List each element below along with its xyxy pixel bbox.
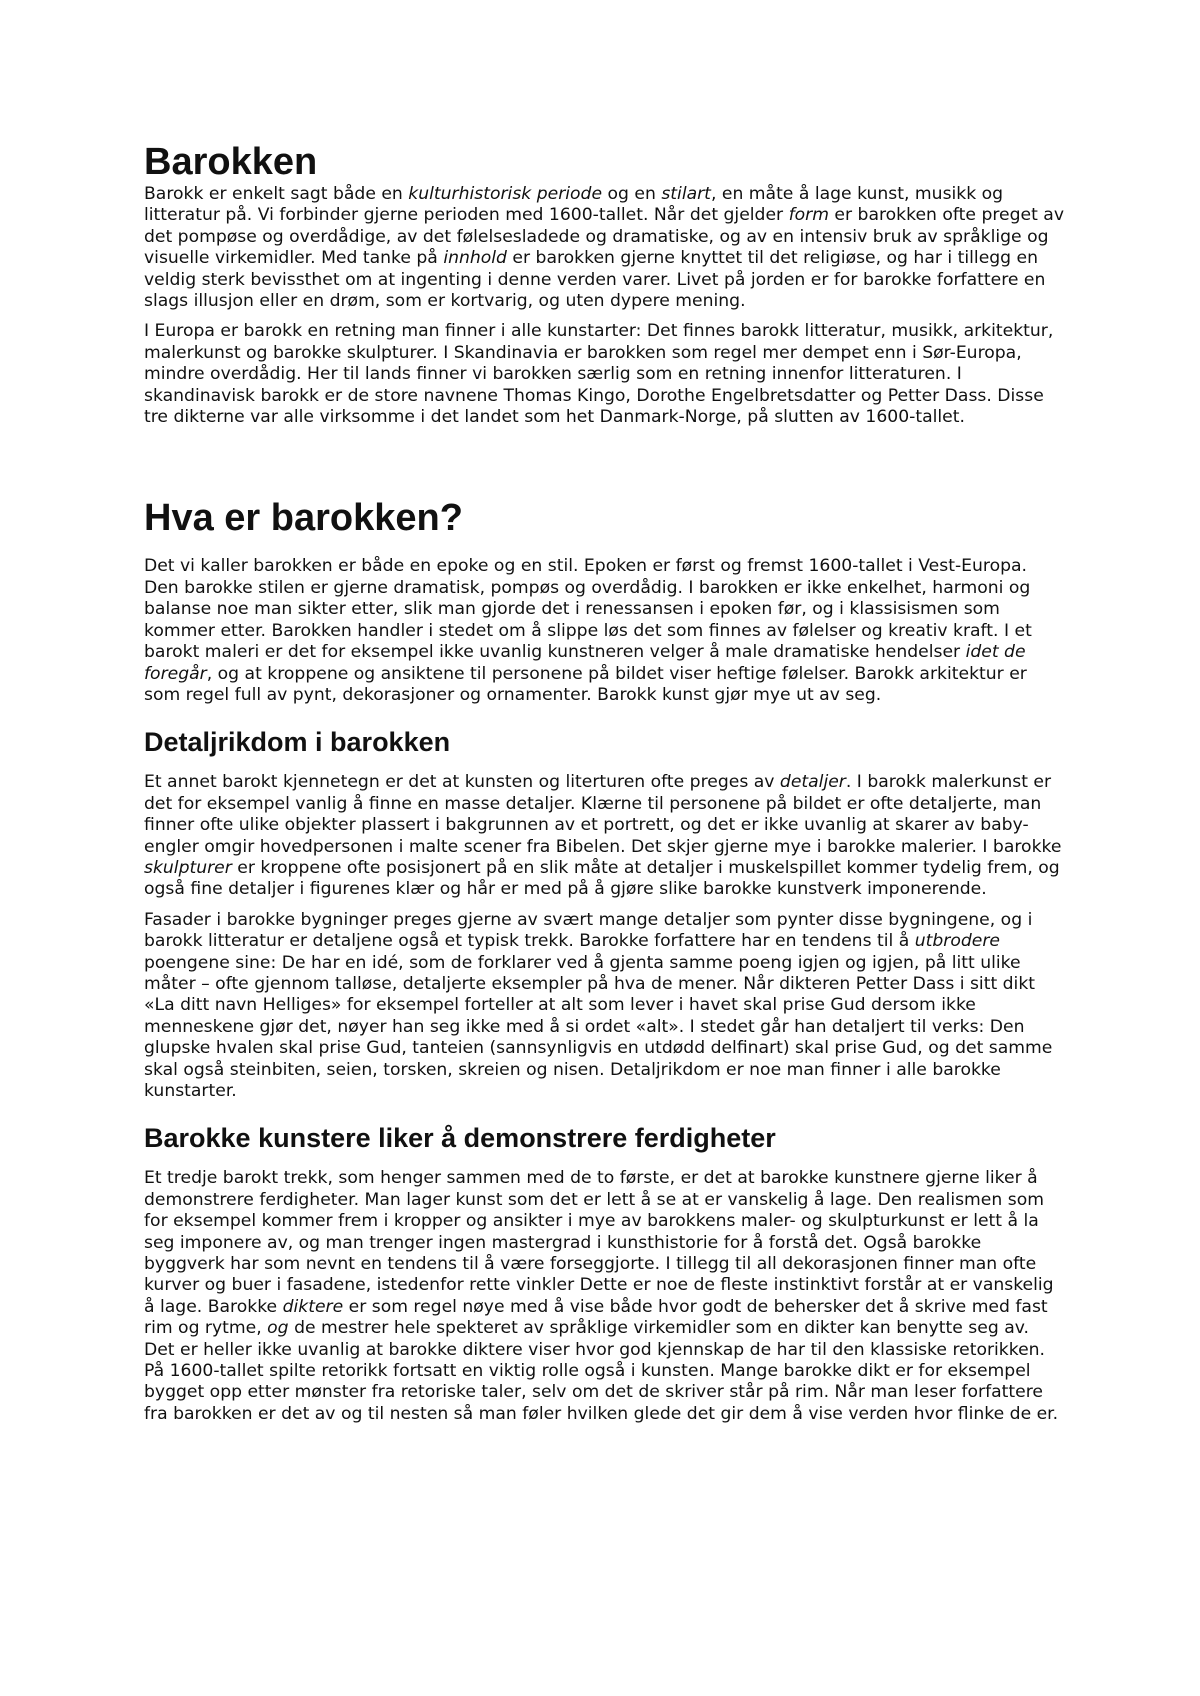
emphasis: stilart xyxy=(661,184,711,204)
emphasis: idet de foregår xyxy=(144,642,1026,684)
emphasis: utbrodere xyxy=(914,931,1000,952)
emphasis: kulturhistorisk periode xyxy=(408,184,603,204)
emphasis: diktere xyxy=(282,1296,344,1317)
paragraph: Et annet barokt kjennetegn er det at kunsten og literturen ofte preges av detaljer. I barokk malerkunst er det for eksempel vanlig å finne en masse detaljer. Klærne til personene på bildet er ofte detaljerte, man finner ofte ulike objekter plassert i bakgrunnen av et portrett, og det er ikke uvanlig at skarer av baby-engler omgir hovedpersonen i malte scener fra Bibelen. Det skjer gjerne mye i barokke malerier. I barokke skulpturer er kroppene ofte posisjonert på en slik måte at detaljer i muskelspillet kommer tydelig frem, og også fine detaljer i figurenes klær og hår er med på å gjøre slike barokke kunstverk imponerende. xyxy=(144,772,1062,900)
emphasis: skulpturer xyxy=(144,857,232,878)
emphasis: og xyxy=(267,1318,289,1339)
heading-ferdigheter: Barokke kunstere liker å demonstrere ferdigheter xyxy=(144,1123,776,1154)
paragraph: I Europa er barokk en retning man finner i alle kunstarter: Det finnes barokk litteratur, musikk, arkitektur, malerkunst og barokke skulpturer. I Skandinavia er barokken som regel mer dempet enn i Sør-Europa, mindre overdådig. Her til lands finner vi barokken særlig som en retning innenfor litteraturen. I skandinavisk barokk er de store navnene Thomas Kingo, Dorothe Engelbretsdatter og Petter Dass. Disse tre dikterne var alle virksomme i det landet som het Danmark-Norge, på slutten av 1600-tallet. xyxy=(144,321,1054,428)
heading-hva-er-barokken: Hva er barokken? xyxy=(144,497,463,540)
heading-barokken: Barokken xyxy=(144,141,318,183)
heading-detaljrikdom: Detaljrikdom i barokken xyxy=(144,727,451,758)
paragraph: Fasader i barokke bygninger preges gjerne av svært mange detaljer som pynter disse bygningene, og i barokk litteratur er detaljene også et typisk trekk. Barokke forfattere har en tendens til å utbrodere poengene sine: De har en idé, som de forklarer ved å gjenta samme poeng igjen og igjen, på litt ulike måter – ofte gjennom talløse, detaljerte eksempler på hva de mener. Når dikteren Petter Dass i sitt dikt «La ditt navn Helliges» for eksempel forteller at alt som lever i havet skal prise Gud dersom ikke menneskene gjør det, nøyer han seg ikke med å si ordet «alt». I stedet går han detaljert til verks: Den glupske hvalen skal prise Gud, tanteien (sannsynligvis en utdødd delfinart) skal prise Gud, og det samme skal også steinbiten, seien, torsken, skreien og nisen. Detaljrikdom er noe man finner i alle barokke kunstarter. xyxy=(144,909,1053,1101)
emphasis: innhold xyxy=(443,248,507,269)
paragraph: Det vi kaller barokken er både en epoke og en stil. Epoken er først og fremst 1600-tallet i Vest-Europa. Den barokke stilen er gjerne dramatisk, pompøs og overdådig. I barokken er ikke enkelhet, harmoni og balanse noe man sikter etter, slik man gjorde det i renessansen i epoken før, og i klassisismen som kommer etter. Barokken handler i stedet om å slippe løs det som finnes av følelser og kreativ kraft. I et barokt maleri er det for eksempel ikke uvanlig kunstneren velger å male dramatiske hendelser idet de foregår, og at kroppene og ansiktene til personene på bildet viser heftige følelser. Barokk arkitektur er som regel full av pynt, dekorasjoner og ornamenter. Barokk kunst gjør mye ut av seg. xyxy=(144,556,1032,705)
document-page xyxy=(144,140,1064,1425)
paragraph: Et tredje barokt trekk, som henger sammen med de to første, er det at barokke kunstnere gjerne liker å demonstrere ferdigheter. Man lager kunst som det er lett å se at er vanskelig å lage. Den realismen som for eksempel kommer frem i kropper og ansikter i mye av barokkens maler- og skulpturkunst er lett å la seg imponere av, og man trenger ingen mastergrad i kunsthistorie for å forstå det. Også barokke byggverk har som nevnt en tendens til å være forseggjorte. I tillegg til all dekorasjonen finner man ofte kurver og buer i fasadene, istedenfor rette vinkler Dette er noe de fleste instinktivt forstår at er vanskelig å lage. Barokke diktere er som regel nøye med å vise både hvor godt de behersker det å skrive med fast rim og rytme, og de mestrer hele spekteret av språklige virkemidler som en dikter kan benytte seg av. Det er heller ikke uvanlig at barokke diktere viser hvor god kjennskap de har til den klassiske retorikken. På 1600-tallet spilte retorikk fortsatt en viktig rolle også i kunsten. Mange barokke dikt er for eksempel bygget opp etter mønster fra retoriske taler, selv om det de skriver står på rim. Når man leser forfattere fra barokken er det av og til nesten så man føler hvilken glede det gir dem å vise verden hvor flinke de er. xyxy=(144,1168,1059,1424)
paragraph: Barokk er enkelt sagt både en kulturhistorisk periode og en stilart, en måte å lage kunst, musikk og litteratur på. Vi forbinder gjerne perioden med 1600-tallet. Når det gjelder form er barokken ofte preget av det pompøse og overdådige, av det følelsesladede og dramatiske, og av en intensiv bruk av språklige og visuelle virkemidler. Med tanke på innhold er barokken gjerne knyttet til det religiøse, og har i tillegg en veldig sterk bevissthet om at ingenting i denne verden varer. Livet på jorden er for barokke forfattere en slags illusjon eller en drøm, som er kortvarig, og uten dypere mening. xyxy=(144,184,1065,312)
emphasis: form xyxy=(788,205,829,226)
emphasis: detaljer xyxy=(779,772,846,793)
